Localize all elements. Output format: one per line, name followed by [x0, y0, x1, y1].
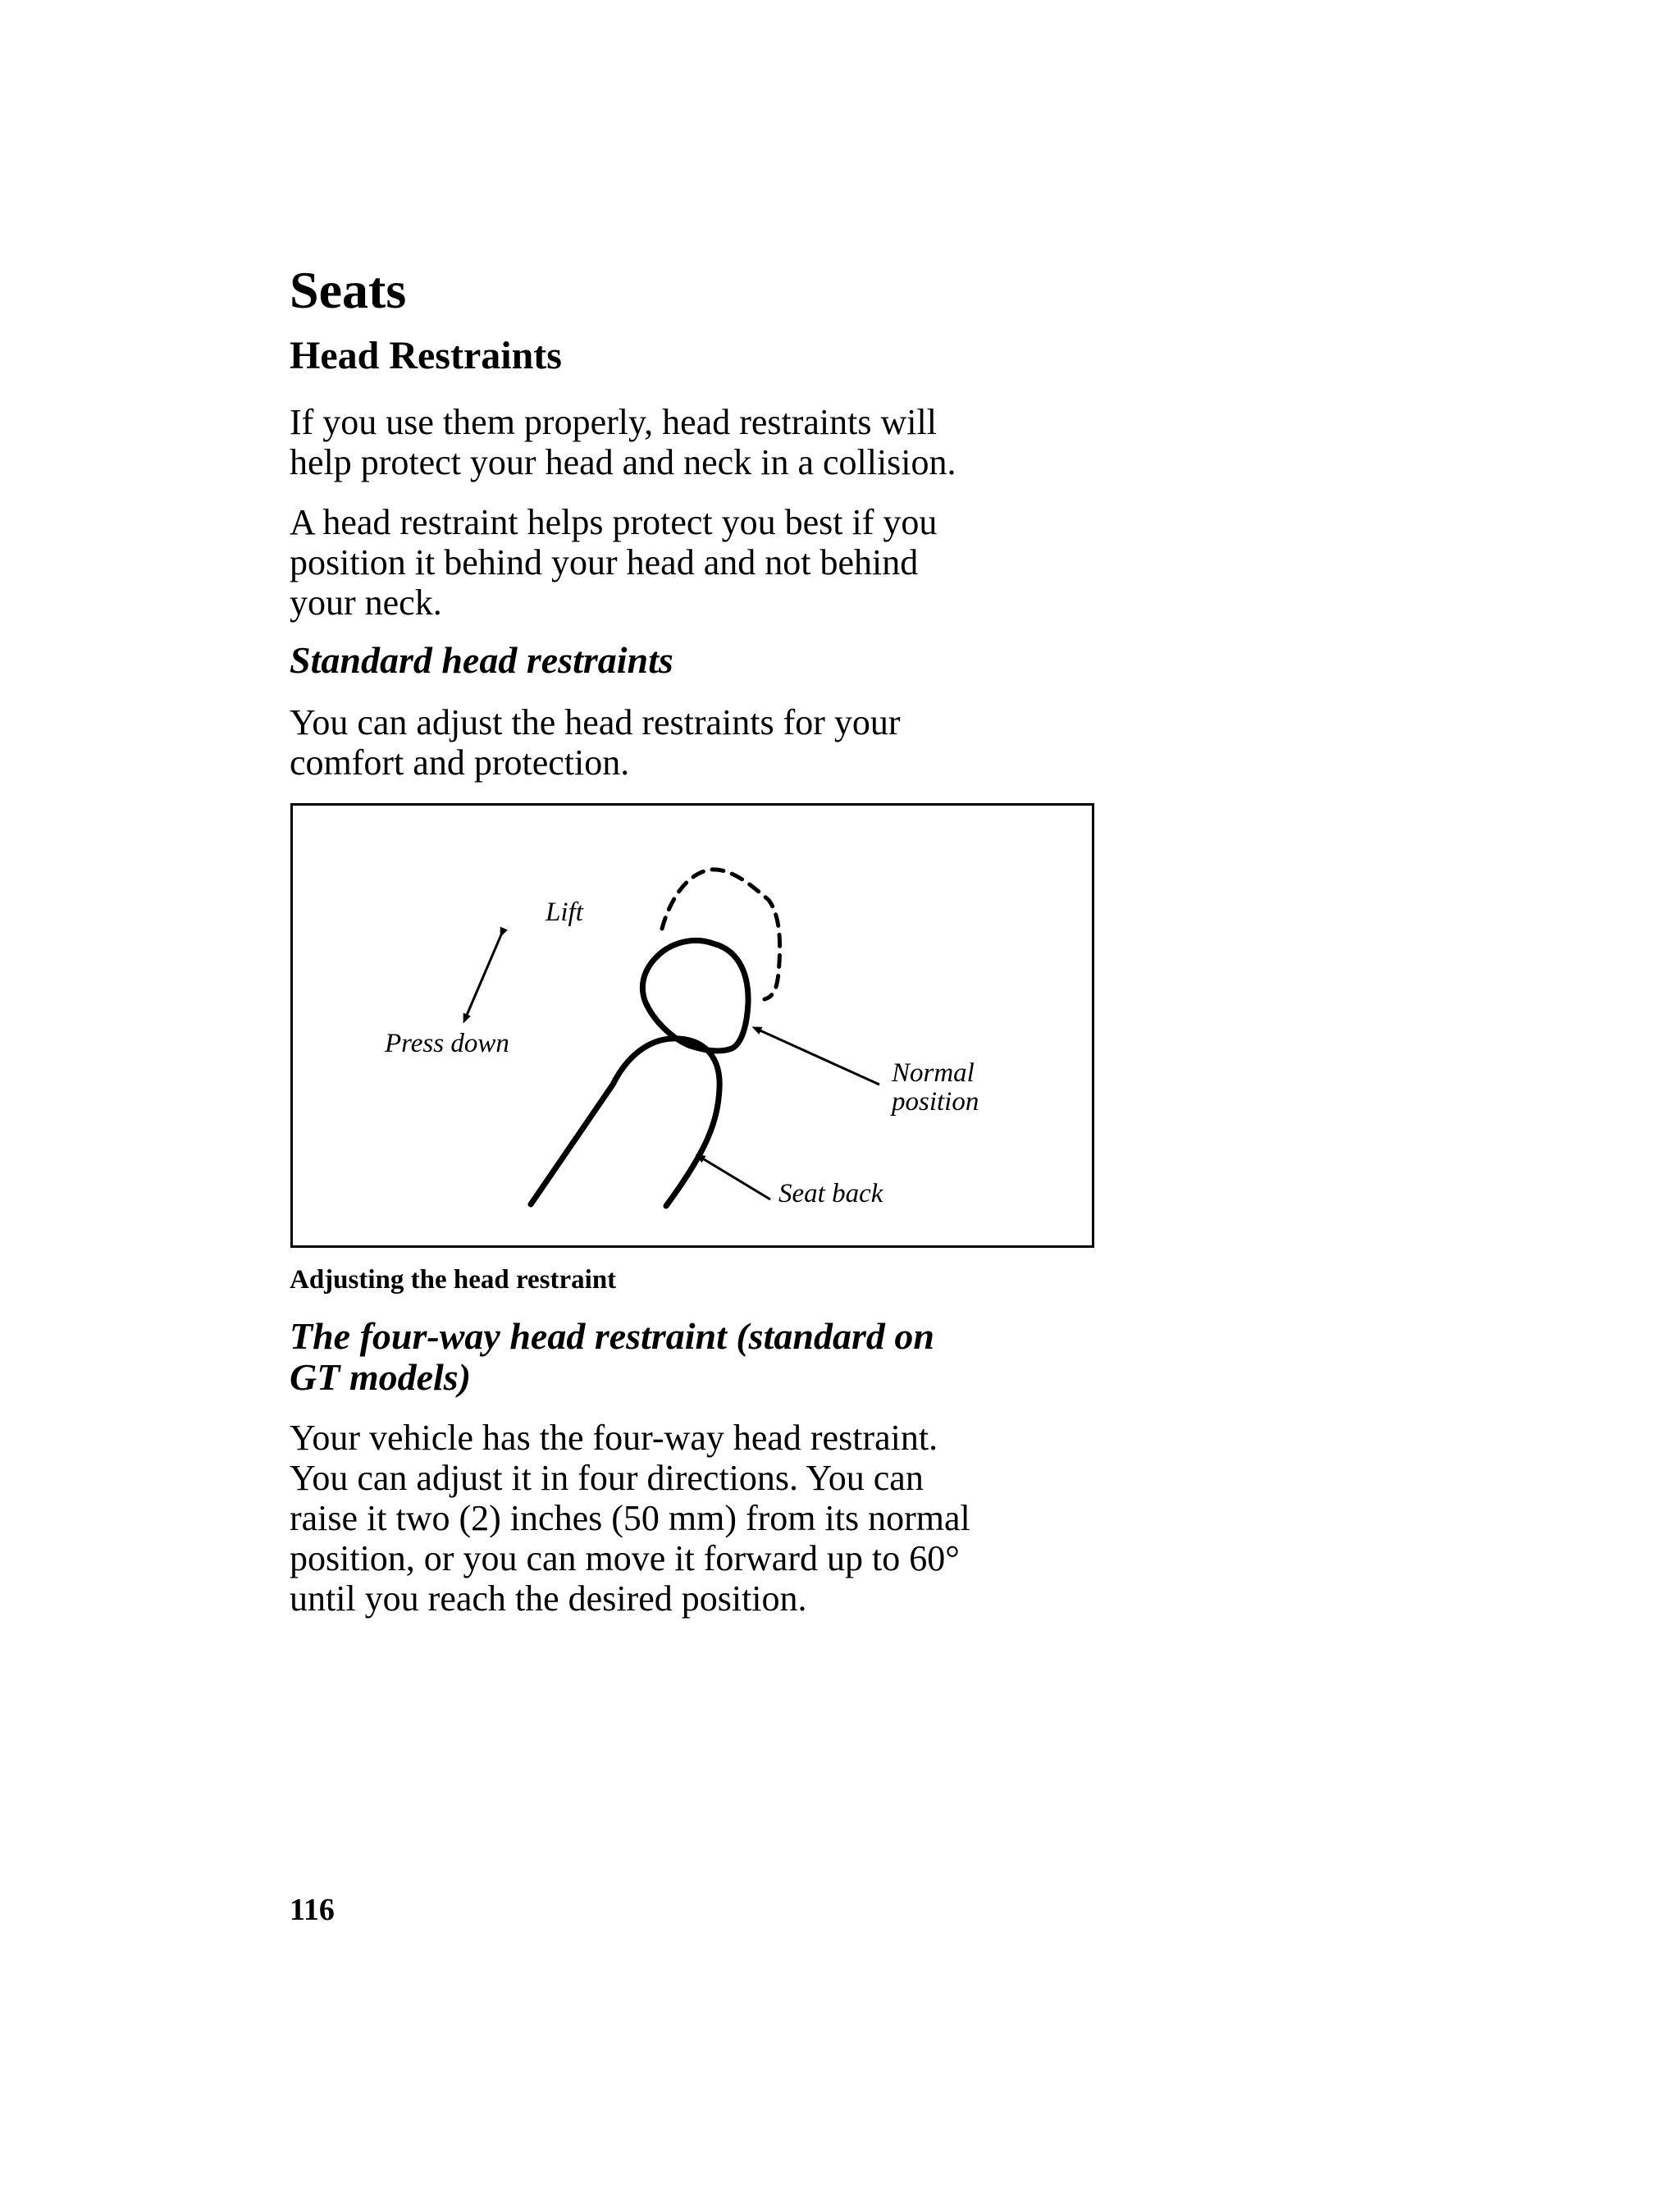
seat-back-outline	[531, 1039, 719, 1206]
four-way-line-5: until you reach the desired position.	[290, 1578, 807, 1619]
normal-label: Normal	[892, 1058, 975, 1088]
head-restraint-figure	[290, 803, 1094, 1248]
position-line-2: position it behind your head and not behind	[290, 542, 919, 582]
four-way-heading-line-2: GT models)	[290, 1356, 472, 1398]
position-label: position	[892, 1087, 979, 1117]
page-number: 116	[290, 1893, 335, 1927]
head-restraint-normal	[642, 940, 748, 1051]
section-title: Seats	[290, 261, 407, 319]
four-way-line-3: raise it two (2) inches (50 mm) from its normal	[290, 1498, 970, 1538]
head-restraints-heading: Head Restraints	[290, 334, 562, 377]
head-restraint-diagram	[293, 806, 1092, 1245]
intro-line-2: help protect your head and neck in a collision.	[290, 442, 956, 482]
four-way-line-2: You can adjust it in four directions. You can	[290, 1458, 924, 1498]
intro-paragraph	[290, 402, 1093, 482]
head-restraint-lifted-dashed	[662, 870, 780, 999]
intro-line-1: If you use them properly, head restraints will	[290, 402, 937, 442]
position-line-3: your neck.	[290, 582, 442, 623]
four-way-paragraph	[290, 1418, 1093, 1619]
normal-position-leader	[756, 1029, 879, 1085]
figure-caption: Adjusting the head restraint	[290, 1265, 617, 1295]
position-line-1: A head restraint helps protect you best if you	[290, 502, 938, 542]
four-way-line-4: position, or you can move it forward up to 60°	[290, 1538, 960, 1578]
four-way-line-1: Your vehicle has the four-way head restraint.	[290, 1418, 938, 1458]
standard-line-2: comfort and protection.	[290, 742, 630, 783]
four-way-heading-line-1: The four-way head restraint (standard on	[290, 1315, 934, 1357]
press-down-label: Press down	[385, 1029, 509, 1058]
standard-head-restraints-heading: Standard head restraints	[290, 639, 673, 681]
lift-label: Lift	[546, 898, 583, 927]
standard-line-1: You can adjust the head restraints for your	[290, 702, 901, 742]
lift-press-arrow	[465, 933, 502, 1019]
seat-back-leader	[700, 1157, 770, 1199]
standard-paragraph	[290, 702, 1093, 783]
position-paragraph	[290, 502, 1093, 623]
seat-back-label: Seat back	[778, 1179, 883, 1208]
four-way-heading	[290, 1316, 1110, 1398]
